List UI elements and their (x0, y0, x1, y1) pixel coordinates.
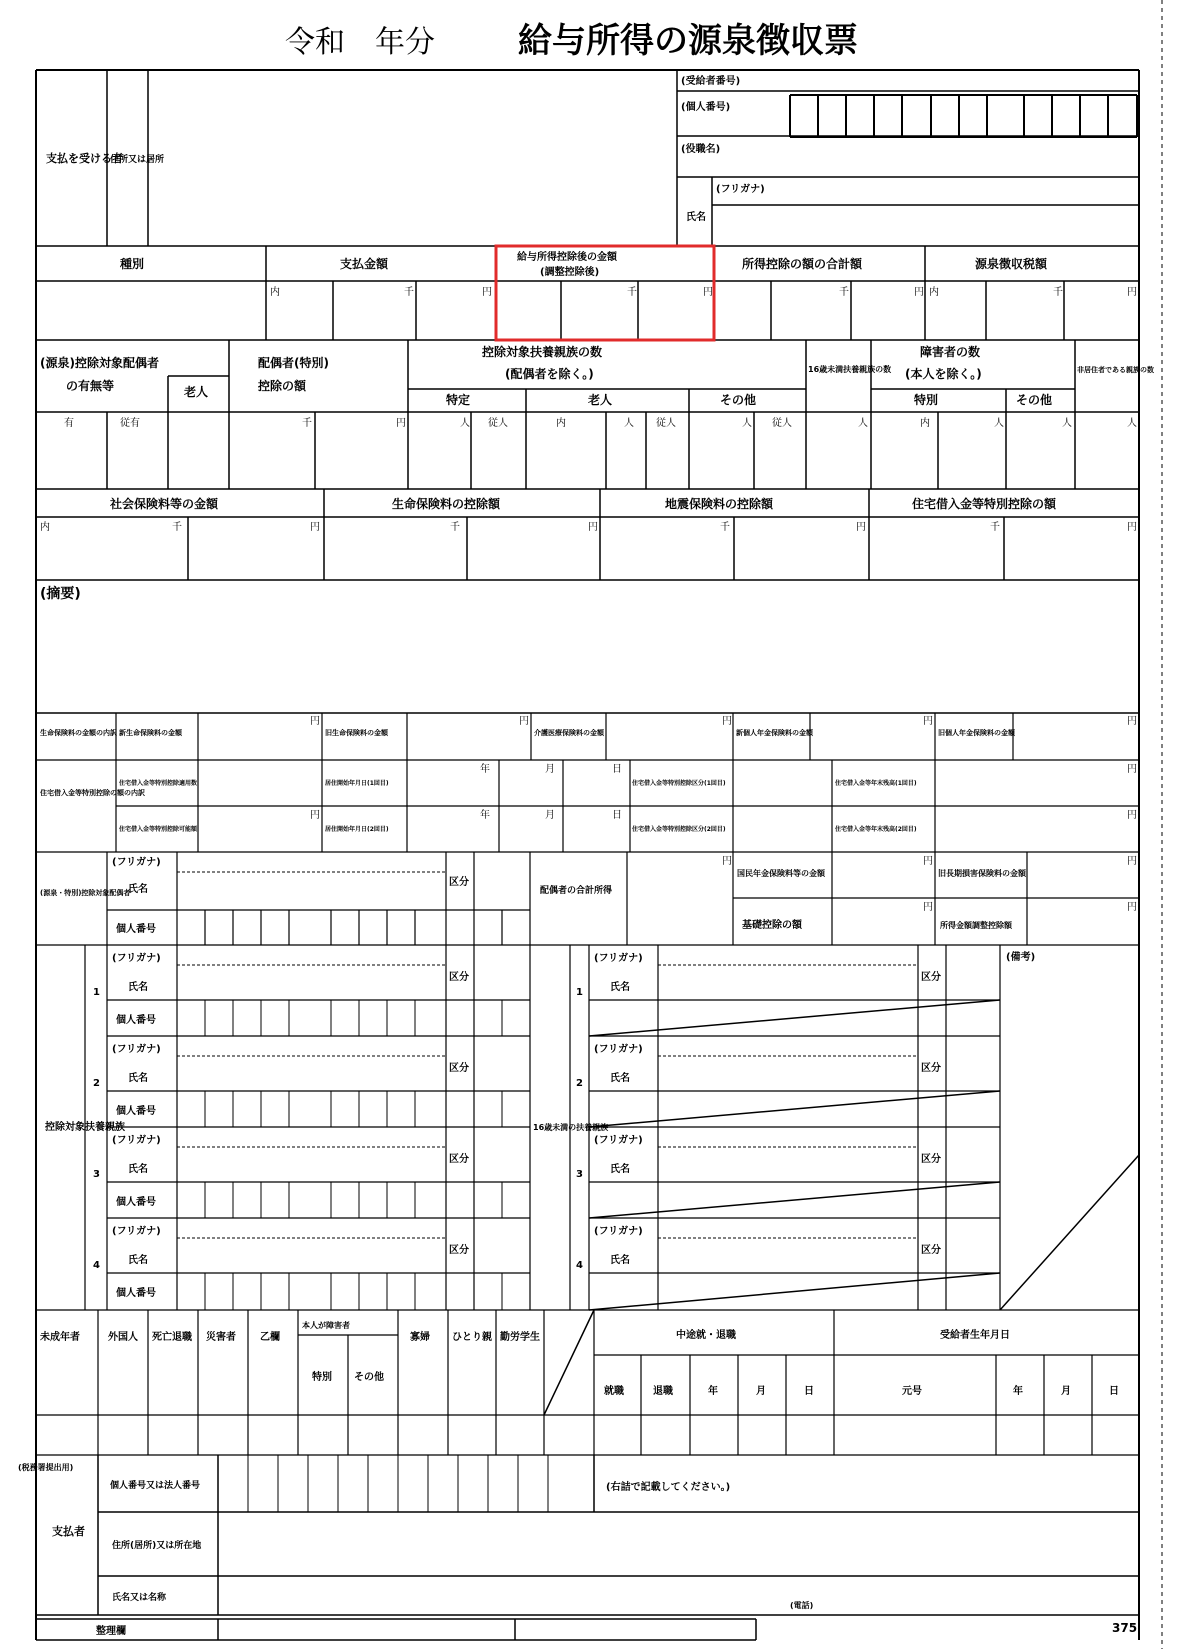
form-label: (フリガナ) (594, 1226, 643, 1237)
form-label: 個人番号 (116, 1197, 156, 1208)
elderly-label: 老人 (184, 385, 209, 399)
national-pension-label: 国民年金保険料等の金額 (737, 869, 825, 878)
form-label: 1 (576, 987, 583, 998)
after-deduction-header: 給与所得控除後の金額 (517, 252, 617, 263)
form-label: 氏名 (128, 1255, 148, 1266)
new-pension-label: 新個人年金保険料の金額 (736, 729, 813, 737)
mid-year-label: 中途就・退職 (676, 1330, 736, 1341)
after-deduction-subheader: (調整控除後) (540, 267, 600, 278)
form-label: 千 (450, 522, 460, 533)
arrangement-label: 整理欄 (96, 1626, 126, 1637)
applicable-count-label: 住宅借入金等特別控除適用数 (119, 780, 198, 787)
form-label: 区分 (449, 1245, 469, 1256)
form-label: (フリガナ) (594, 1044, 643, 1055)
form-label: 人 (624, 418, 634, 429)
form-label: 円 (923, 716, 933, 727)
address-label: 住所又は居所 (110, 155, 165, 165)
form-number: 375 (1112, 1621, 1138, 1635)
spouse-detail-label: (源泉・特別)控除対象配偶者 (40, 889, 131, 897)
form-label: 年 (480, 810, 490, 821)
furigana-label: (フリガナ) (716, 184, 765, 195)
form-label: 従有 (120, 418, 140, 429)
form-label: 円 (588, 522, 598, 533)
form-label: 従人 (656, 418, 676, 429)
total-deductions-header: 所得控除の額の合計額 (742, 257, 863, 271)
form-label: 円 (482, 287, 492, 298)
form-label: 区分 (449, 1063, 469, 1074)
foreigner-label: 外国人 (108, 1332, 138, 1343)
form-label: 1 (93, 987, 100, 998)
form-label: 区分 (921, 972, 941, 983)
form-label: 円 (856, 522, 866, 533)
spouse-name-label: 氏名 (128, 884, 148, 895)
otsu-label: 乙欄 (260, 1332, 280, 1343)
housing-breakdown-label: 住宅借入金等特別控除の額の内訳 (40, 789, 145, 797)
form-label: 円 (1127, 856, 1137, 867)
disabled-sub: (本人を除く。) (905, 367, 982, 381)
form-label: 内 (920, 418, 930, 429)
form-label: 千 (172, 522, 182, 533)
status-other-label: その他 (354, 1372, 384, 1383)
housing-loan-label: 住宅借入金等特別控除の額 (912, 497, 1057, 511)
position-label: (役職名) (681, 144, 721, 155)
category-1-label: 住宅借入金等特別控除区分(1回目) (632, 780, 726, 787)
form-label: 円 (722, 716, 732, 727)
form-label: 4 (576, 1260, 583, 1271)
form-label: 円 (310, 716, 320, 727)
form-label: 個人番号 (116, 1015, 156, 1026)
life-breakdown-label: 生命保険料の金額の内訳 (40, 729, 117, 737)
new-life-label: 新生命保険料の金額 (119, 729, 182, 737)
form-label: 2 (93, 1078, 100, 1089)
minor-label: 未成年者 (40, 1332, 80, 1343)
spouse-presence-label: (源泉)控除対象配偶者 (40, 356, 159, 370)
form-label: 従人 (488, 418, 508, 429)
form-label: 円 (396, 418, 406, 429)
category-2-label: 住宅借入金等特別控除区分(2回目) (632, 826, 726, 833)
payer-label: 支払者 (52, 1525, 85, 1538)
form-label: 日 (1109, 1386, 1119, 1397)
other-label: その他 (720, 393, 757, 407)
form-label: 円 (519, 716, 529, 727)
widow-label: 寡婦 (410, 1332, 430, 1343)
disaster-label: 災害者 (206, 1332, 236, 1343)
form-label: 千 (627, 287, 637, 298)
form-label: 内 (929, 287, 939, 298)
spouse-presence-sub: の有無等 (66, 379, 115, 393)
form-label: (フリガナ) (594, 953, 643, 964)
form-label: 個人番号 (116, 1106, 156, 1117)
special-deduction-sub: 控除の額 (258, 379, 307, 393)
form-label: 千 (302, 418, 312, 429)
dependents-count-sub: (配偶者を除く。) (505, 367, 594, 381)
form-label: 円 (310, 522, 320, 533)
amount-header: 支払金額 (340, 257, 389, 271)
death-retire-label: 死亡退職 (152, 1332, 192, 1343)
dependents-count-label: 控除対象扶養親族の数 (482, 345, 603, 359)
form-label: 円 (310, 810, 320, 821)
form-label: (フリガナ) (112, 1226, 161, 1237)
form-label: 円 (722, 856, 732, 867)
form-label: 円 (1127, 810, 1137, 821)
basic-deduction-label: 基礎控除の額 (742, 920, 802, 931)
employed-label: 就職 (604, 1386, 624, 1397)
form-label: 円 (1127, 902, 1137, 913)
form-label: 区分 (921, 1154, 941, 1165)
personal-number-label: (個人番号) (681, 102, 731, 113)
recipient-number-label: (受給者番号) (681, 76, 741, 87)
form-label: 千 (720, 522, 730, 533)
form-label: 円 (914, 287, 924, 298)
form-label: 千 (1053, 287, 1063, 298)
form-label: 氏名 (128, 1164, 148, 1175)
form-label: 年 (1013, 1386, 1023, 1397)
form-label: 人 (1127, 418, 1137, 429)
form-label: 月 (545, 810, 555, 821)
form-label: 内 (556, 418, 566, 429)
form-label: (フリガナ) (112, 1135, 161, 1146)
special-deduction-label: 配偶者(特別) (258, 356, 329, 370)
form-label: 氏名 (610, 1255, 630, 1266)
care-label: 介護医療保険料の金額 (534, 729, 604, 737)
form-label: 円 (1127, 522, 1137, 533)
form-label: (フリガナ) (112, 953, 161, 964)
old-long-term-label: 旧長期損害保険料の金額 (938, 869, 1026, 878)
form-label: 人 (1062, 418, 1072, 429)
social-insurance-label: 社会保険料等の金額 (110, 497, 219, 511)
form-label: 人 (460, 418, 470, 429)
office-use-label: (税務署提出用) (18, 1463, 74, 1472)
specific-label: 特定 (446, 393, 471, 407)
earthquake-insurance-label: 地震保険料の控除額 (665, 497, 774, 511)
adjustment-label: 所得金額調整控除額 (940, 921, 1012, 930)
disabled-special-label: 特別 (914, 393, 939, 407)
old-pension-label: 旧個人年金保険料の金額 (938, 729, 1015, 737)
old-life-label: 旧生命保険料の金額 (325, 729, 388, 737)
form-label: 有 (64, 418, 74, 429)
dependents-label: 控除対象扶養親族 (45, 1122, 125, 1133)
form-label: 円 (923, 856, 933, 867)
disabled-label: 障害者の数 (920, 345, 981, 359)
form-label: 氏名 (128, 982, 148, 993)
elderly2-label: 老人 (588, 393, 613, 407)
payer-name-label: 氏名又は名称 (112, 1593, 167, 1603)
form-label: 内 (40, 522, 50, 533)
nonresident-label: 非居住者である親族の数 (1077, 366, 1154, 374)
spouse-personal-number-label: 個人番号 (116, 924, 156, 935)
form-label: 千 (990, 522, 1000, 533)
form-label: 3 (93, 1169, 100, 1180)
spouse-category-label: 区分 (449, 877, 469, 888)
disabled-self-label: 本人が障害者 (302, 1321, 350, 1330)
form-label: 氏名 (610, 1164, 630, 1175)
retired-label: 退職 (653, 1386, 673, 1397)
era-label: 元号 (902, 1386, 922, 1397)
payer-number-label: 個人番号又は法人番号 (110, 1481, 201, 1491)
disabled-other-label: その他 (1016, 393, 1053, 407)
life-insurance-label: 生命保険料の控除額 (392, 497, 501, 511)
form-label: 円 (703, 287, 713, 298)
recipient-label: 支払を受ける者 (46, 152, 123, 165)
spouse-total-income-label: 配偶者の合計所得 (540, 886, 613, 896)
form-label: 円 (923, 902, 933, 913)
form-label: 年 (480, 764, 490, 775)
form-label: 円 (1127, 716, 1137, 727)
form-label: 4 (93, 1260, 100, 1271)
form-label: 氏名 (128, 1073, 148, 1084)
start-date-1-label: 居住開始年月日(1回目) (325, 780, 389, 787)
under16-dependents-label: 16歳未満の扶養親族 (533, 1123, 609, 1132)
form-label: (フリガナ) (594, 1135, 643, 1146)
name-label: 氏名 (686, 212, 706, 223)
form-label: 2 (576, 1078, 583, 1089)
form-label: 年 (708, 1386, 718, 1397)
form-label: 区分 (449, 1154, 469, 1165)
under16-label: 16歳未満扶養親族の数 (808, 365, 892, 374)
start-date-2-label: 居住開始年月日(2回目) (325, 826, 389, 833)
form-label: 人 (858, 418, 868, 429)
form-title: 給与所得の源泉徴収票 (518, 21, 858, 61)
form-label: 千 (839, 287, 849, 298)
form-label: 千 (404, 287, 414, 298)
form-label: 区分 (449, 972, 469, 983)
form-label: 日 (804, 1386, 814, 1397)
status-special-label: 特別 (312, 1372, 332, 1383)
form-label: 月 (545, 764, 555, 775)
payer-address-label: 住所(居所)又は所在地 (112, 1541, 202, 1551)
right-align-note: (右詰で記載してください。) (606, 1482, 731, 1493)
remarks-label: (摘要) (40, 586, 81, 602)
balance-1-label: 住宅借入金等年末残高(1回目) (835, 780, 917, 787)
form-label: 内 (270, 287, 280, 298)
form-label: 円 (1127, 287, 1137, 298)
form-label: 個人番号 (116, 1288, 156, 1299)
form-label: 区分 (921, 1245, 941, 1256)
birth-date-label: 受給者生年月日 (940, 1330, 1010, 1341)
working-student-label: 勤労学生 (500, 1332, 540, 1343)
form-label: 従人 (772, 418, 792, 429)
form-label: 区分 (921, 1063, 941, 1074)
type-header: 種別 (120, 257, 145, 271)
spouse-furigana-label: (フリガナ) (112, 857, 161, 868)
phone-label: (電話) (790, 1601, 814, 1610)
balance-2-label: 住宅借入金等年末残高(2回目) (835, 826, 917, 833)
form-era-year: 令和 年分 (285, 25, 435, 60)
single-parent-label: ひとり親 (452, 1332, 492, 1343)
form-label: 人 (742, 418, 752, 429)
form-label: (フリガナ) (112, 1044, 161, 1055)
form-label: 人 (994, 418, 1004, 429)
dependents-notes-label: (備考) (1006, 952, 1036, 963)
form-label: 3 (576, 1169, 583, 1180)
possible-amount-label: 住宅借入金等特別控除可能額 (119, 826, 198, 833)
form-label: 円 (1127, 764, 1137, 775)
form-label: 月 (756, 1386, 766, 1397)
form-label: 氏名 (610, 982, 630, 993)
form-label: 月 (1061, 1386, 1071, 1397)
form-label: 日 (612, 764, 622, 775)
form-label: 日 (612, 810, 622, 821)
withholding-tax-header: 源泉徴収税額 (975, 257, 1048, 271)
form-label: 氏名 (610, 1073, 630, 1084)
